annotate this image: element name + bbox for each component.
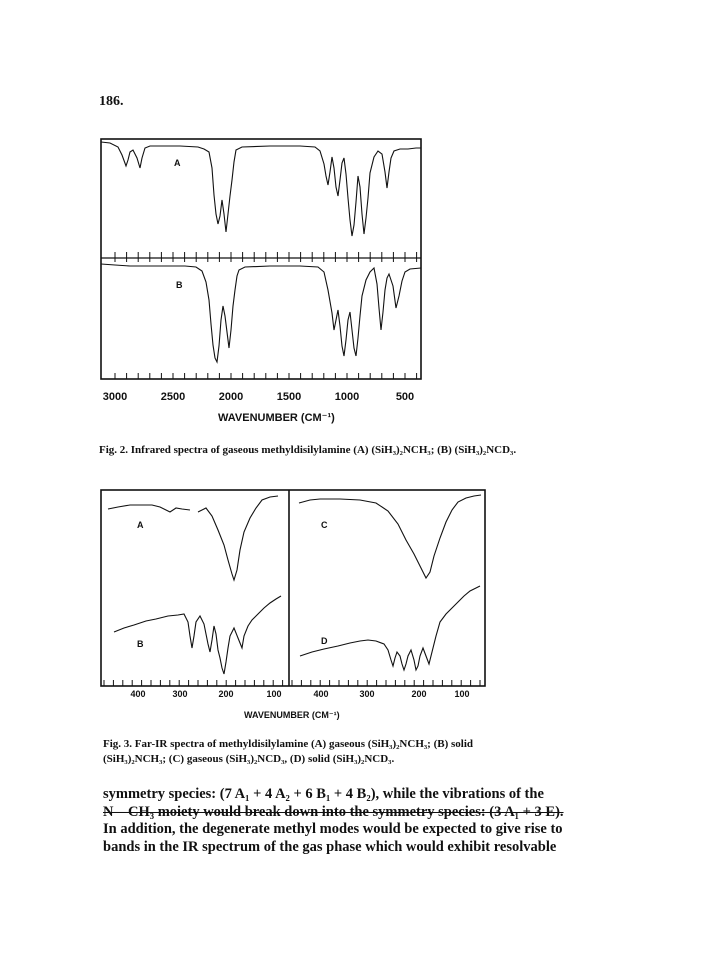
fig3-caption-line: (SiH₃)₂NCH₃; (C) gaseous (SiH₃)₂NCD₃, (D) solid (SiH₃)₂NCD₃. xyxy=(103,753,395,765)
fig3-caption xyxy=(103,737,623,767)
fig2-caption: Fig. 2. Infrared spectra of gaseous methyldisilylamine (A) (SiH₃)₂NCH₃; (B) (SiH₃)₂NCD₃. xyxy=(99,444,517,456)
body-line: symmetry species: (7 A₁ + 4 A₂ + 6 B₁ + 4 B₂), while the vibrations of the xyxy=(103,786,544,802)
panel-B-label: B xyxy=(137,639,144,649)
fig3-frame xyxy=(101,490,485,686)
fig3-tick-label: 200 xyxy=(411,689,427,699)
spectrum-B-trace xyxy=(114,596,281,674)
spectrum-C-trace xyxy=(299,495,481,578)
fig3-x-axis-label: WAVENUMBER (CM⁻¹) xyxy=(244,710,340,720)
fig3-tick-label: 300 xyxy=(359,689,375,699)
fig2-tick-label: 2500 xyxy=(160,391,186,403)
fig2-tick-label: 3000 xyxy=(102,391,128,403)
body-line: In addition, the degenerate methyl modes would be expected to give rise to xyxy=(103,821,563,837)
body-line: N—CH₃ moiety would break down into the symmetry species: (3 A₁ + 3 E). xyxy=(103,803,564,820)
fig3-tick-label: 400 xyxy=(313,689,329,699)
body-text xyxy=(103,786,643,856)
panel-B-label: B xyxy=(176,280,183,290)
spectrum-A-trace xyxy=(198,496,278,580)
panel-C-label: C xyxy=(321,520,328,530)
fig2-tick-label: 2000 xyxy=(218,391,244,403)
page-number: 186. xyxy=(99,94,124,109)
panel-D-label: D xyxy=(321,636,328,646)
fig2-tick-label: 500 xyxy=(395,391,415,403)
panel-A-label: A xyxy=(174,158,181,168)
fig3-tick-label: 300 xyxy=(172,689,188,699)
panel-A-label: A xyxy=(137,520,144,530)
fig3-tick-label: 100 xyxy=(454,689,470,699)
spectrum-A-trace xyxy=(108,505,190,512)
spectrum-D-trace xyxy=(300,586,480,670)
fig2-tick-label: 1000 xyxy=(334,391,360,403)
fig3-tick-label: 200 xyxy=(218,689,234,699)
fig3-tick-label: 400 xyxy=(130,689,146,699)
fig3-caption-line: Fig. 3. Far-IR spectra of methyldisilylamine (A) gaseous (SiH₃)₂NCH₃; (B) solid xyxy=(103,738,474,750)
fig3-tick-label: 100 xyxy=(266,689,282,699)
fig2-x-axis-label: WAVENUMBER (CM⁻¹) xyxy=(218,412,335,424)
fig2-tick-label: 1500 xyxy=(276,391,302,403)
body-line: bands in the IR spectrum of the gas phase which would exhibit resolvable xyxy=(103,838,557,855)
